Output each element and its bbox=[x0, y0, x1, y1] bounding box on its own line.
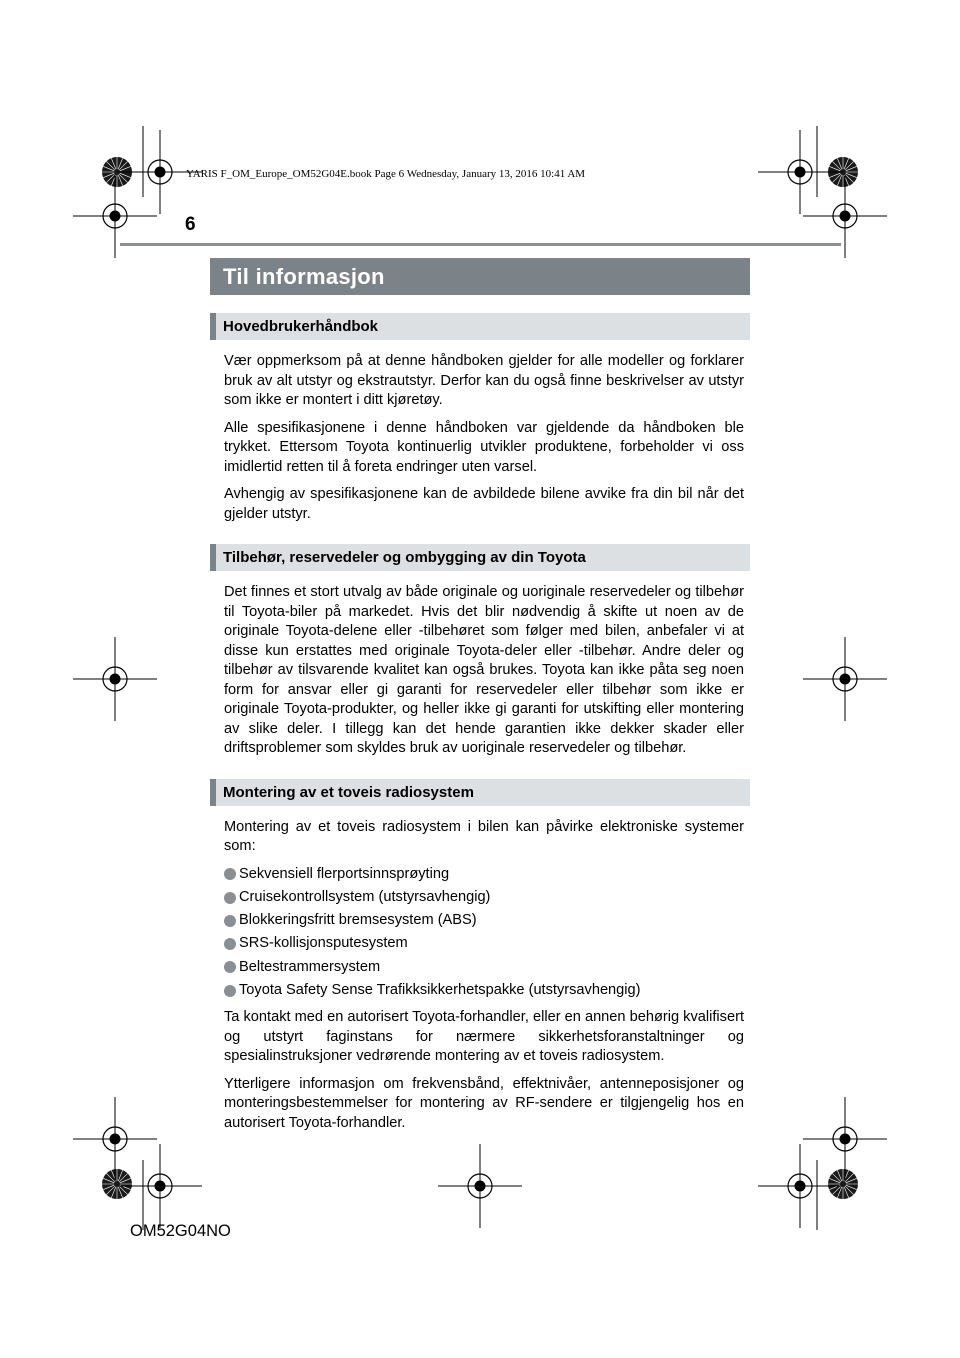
paragraph: Ta kontakt med en autorisert Toyota-forhandler, eller en annen behørig kvalifisert og utstyrt faginstans for nærmere sikkerhetsforanstaltninger og spesialinstruksjoner vedrørende montering av et toveis radiosystem. bbox=[224, 1009, 744, 1065]
list-item: Toyota Safety Sense Trafikksikkerhetspakke (utstyrsavhengig) bbox=[224, 981, 744, 1001]
bullet-icon bbox=[224, 892, 236, 904]
section-hovedbrukerhandbok bbox=[210, 313, 750, 524]
section-heading-bar bbox=[210, 544, 750, 571]
section-tilbehor bbox=[210, 544, 750, 759]
section-heading-bar bbox=[210, 779, 750, 806]
bullet-icon bbox=[224, 938, 236, 950]
page-number: 6 bbox=[185, 214, 196, 235]
section-heading: Montering av et toveis radiosystem bbox=[223, 783, 474, 801]
section-toveis-radiosystem bbox=[210, 779, 750, 1134]
chapter-bar bbox=[210, 258, 750, 295]
section-heading: Tilbehør, reservedeler og ombygging av din Toyota bbox=[223, 549, 586, 566]
list-item: Blokkeringsfritt bremsesystem (ABS) bbox=[224, 911, 744, 931]
list-item: Beltestrammersystem bbox=[224, 958, 744, 978]
print-header-info: YARIS F_OM_Europe_OM52G04E.book Page 6 Wednesday, January 13, 2016 10:41 AM bbox=[186, 168, 586, 180]
list-item: Sekvensiell flerportsinnsprøyting bbox=[224, 865, 744, 885]
list-item: Cruisekontrollsystem (utstyrsavhengig) bbox=[224, 888, 744, 908]
chapter-title: Til informasjon bbox=[223, 264, 385, 289]
bullet-icon bbox=[224, 868, 236, 880]
list-item: SRS-kollisjonsputesystem bbox=[224, 934, 744, 954]
document-code: OM52G04NO bbox=[130, 1222, 231, 1240]
paragraph: Vær oppmerksom på at denne håndboken gjelder for alle modeller og forklarer bruk av alt utstyr og ekstrautstyr. Derfor kan du også finne beskrivelser av utstyr som ikke er montert i ditt kjøretøy. bbox=[224, 353, 744, 408]
page-content bbox=[210, 313, 750, 1141]
paragraph: Det finnes et stort utvalg av både originale og uoriginale reservedeler og tilbehør til Toyota-biler på markedet. Hvis det blir nødvendig å skifte ut noen av de originale Toyota-delene eller -tilbehøret som følger med bilen, anbefaler vi at disse kun erstattes med originale Toyota-deler eller -tilbehør. Andre deler og tilbehør av tilsvarende kvalitet kan også brukes. Toyota kan ikke påta seg noen form for ansvar eller gi garanti for reservedeler eller tilbehør som ikke er originale Toyota-produkter, og heller ikke gi garanti for utskifting eller montering av slike deler. I tillegg kan det hende garantien ikke dekker skader eller driftsproblemer som skyldes bruk av uoriginale reservedeler og tilbehør. bbox=[224, 584, 744, 756]
paragraph: Avhengig av spesifikasjonene kan de avbildede bilene avvike fra din bil når det gjelder utstyr. bbox=[224, 486, 744, 522]
bullet-icon bbox=[224, 915, 236, 927]
paragraph: Alle spesifikasjonene i denne håndboken var gjeldende da håndboken ble trykket. Ettersom Toyota kontinuerlig utvikler produktene, forbeholder vi oss imidlertid retten til å foreta endringer uten varsel. bbox=[224, 419, 744, 475]
bullet-icon bbox=[224, 985, 236, 997]
bullet-icon bbox=[224, 961, 236, 973]
system-list bbox=[224, 865, 744, 1001]
paragraph: Montering av et toveis radiosystem i bilen kan påvirke elektroniske systemer som: bbox=[224, 818, 744, 854]
section-heading-bar bbox=[210, 313, 750, 340]
paragraph: Ytterligere informasjon om frekvensbånd, effektnivåer, antenneposisjoner og monteringsbestemmelser for montering av RF-sendere er tilgjengelig hos en autorisert Toyota-forhandler. bbox=[224, 1075, 744, 1131]
section-heading: Hovedbrukerhåndbok bbox=[223, 318, 379, 335]
top-rule bbox=[120, 243, 841, 246]
